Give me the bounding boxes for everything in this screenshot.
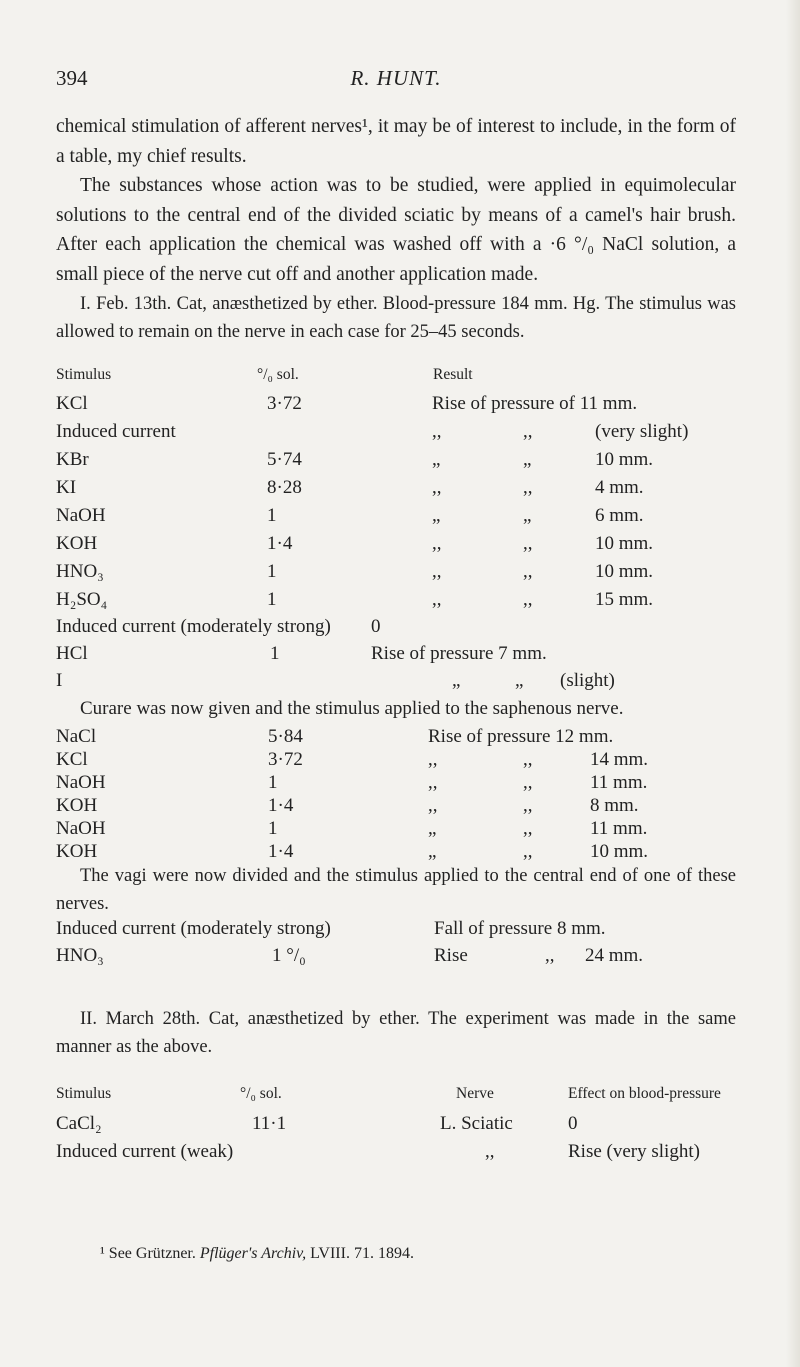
row-sol: 5·84: [268, 726, 303, 747]
row-stimulus: NaCl: [56, 726, 97, 747]
table-row: [0, 421, 800, 449]
row-result: 11 mm.: [590, 818, 648, 839]
intro-paragraph-1: chemical stimulation of afferent nerves¹, it may be of interest to include, in the form of a table, my chief results.: [56, 116, 736, 167]
page-header: [56, 66, 736, 94]
row-stimulus: KCl: [56, 749, 88, 770]
col-nerve-header: Nerve: [456, 1085, 494, 1102]
row-stimulus: Induced current (moderately strong): [56, 616, 331, 637]
row-ditto-2: ,,: [523, 589, 533, 610]
row-stimulus: KCl: [56, 393, 88, 414]
table-row: [0, 505, 800, 533]
row-ditto-1: ,,: [428, 795, 438, 816]
row-stimulus: KOH: [56, 841, 98, 862]
row-ditto-2: „: [523, 505, 532, 526]
row-result: 10 mm.: [595, 449, 654, 470]
row-ditto-2: ,,: [523, 841, 533, 862]
row-stimulus: NaOH: [56, 772, 106, 793]
row-ditto-2: ,,: [523, 561, 533, 582]
row-effect: Rise (very slight): [568, 1141, 700, 1162]
row-ditto-2: „: [523, 449, 532, 470]
col-sol-header: °/₀ sol.: [257, 366, 299, 383]
table-row: [0, 1113, 800, 1141]
row-ditto-1: ,,: [432, 421, 442, 442]
row-result: 14 mm.: [590, 749, 649, 770]
footnote-ref: LVIII. 71. 1894.: [310, 1245, 414, 1262]
row-ditto-1: ,,: [432, 533, 442, 554]
row-result: (very slight): [595, 421, 689, 442]
row-ditto-2: ,,: [523, 477, 533, 498]
row-ditto-1: „: [432, 505, 441, 526]
row-stimulus: CaCl₂: [56, 1113, 102, 1134]
row-stimulus: HNO₃: [56, 945, 104, 966]
row-ditto-1: „: [452, 670, 461, 691]
row-result: 6 mm.: [595, 505, 644, 526]
col-result-header: Result: [433, 366, 473, 383]
row-ditto-1: Rise: [434, 945, 468, 966]
row-stimulus: HNO₃: [56, 561, 104, 582]
row-ditto-1: ,,: [428, 749, 438, 770]
row-stimulus: NaOH: [56, 818, 106, 839]
row-ditto-2: „: [515, 670, 524, 691]
row-sol: 1·4: [268, 795, 294, 816]
table-row: [0, 561, 800, 589]
row-effect: 0: [568, 1113, 578, 1134]
row-stimulus: KOH: [56, 533, 98, 554]
col-stimulus-header: Stimulus: [56, 366, 112, 383]
row-result: 10 mm.: [595, 561, 654, 582]
table-row: [0, 643, 800, 671]
table-row: [0, 589, 800, 617]
table-row: [0, 477, 800, 505]
row-ditto-2: ,,: [523, 749, 533, 770]
row-result: Fall of pressure 8 mm.: [434, 918, 606, 939]
table-row: [0, 533, 800, 561]
row-sol: 1·4: [267, 533, 293, 554]
row-sol: 1: [268, 818, 278, 839]
row-sol: 3·72: [268, 749, 303, 770]
footnote-author: See Grützner.: [108, 1245, 196, 1262]
row-result: 0: [371, 616, 381, 637]
row-result: 10 mm.: [590, 841, 649, 862]
row-sol: 11·1: [252, 1113, 287, 1134]
row-result: 15 mm.: [595, 589, 654, 610]
row-stimulus: NaOH: [56, 505, 106, 526]
row-ditto-1: „: [432, 449, 441, 470]
page-number: 394: [56, 66, 88, 90]
table-row: [0, 945, 800, 973]
row-ditto-1: ,,: [428, 772, 438, 793]
table-row: [0, 1141, 800, 1169]
row-ditto-1: ,,: [432, 561, 442, 582]
curare-note: [80, 698, 740, 726]
row-stimulus: Induced current: [56, 421, 176, 442]
row-sol: 1·4: [268, 841, 294, 862]
table1-header: [0, 366, 800, 394]
row-sol: 1: [270, 643, 280, 664]
row-stimulus: Induced current (weak): [56, 1141, 234, 1162]
row-sol: 1: [268, 772, 278, 793]
row-stimulus: KI: [56, 477, 77, 498]
row-stimulus: KOH: [56, 795, 98, 816]
curare-note-text: Curare was now given and the stimulus applied to the saphenous nerve.: [80, 698, 624, 719]
row-ditto-1: „: [428, 818, 437, 839]
row-result: (slight): [560, 670, 615, 691]
experiment-1-intro: I. Feb. 13th. Cat, anæsthetized by ether. Blood-pressure 184 mm. Hg. The stimulus was allowed to remain on the nerve in each case for 25–45 seconds.: [56, 294, 736, 342]
table-row: [0, 616, 800, 644]
row-ditto-1: ,,: [432, 477, 442, 498]
row-sol: 1: [267, 589, 277, 610]
col-sol-header: °/₀ sol.: [240, 1085, 282, 1102]
table-row: [0, 393, 800, 421]
row-ditto-1: Rise of pressure 12 mm.: [428, 726, 614, 747]
row-sol: 1 °/₀: [272, 945, 306, 966]
row-result: Rise of pressure 7 mm.: [371, 643, 547, 664]
row-sol: 1: [267, 561, 277, 582]
row-sol: 8·28: [267, 477, 302, 498]
row-ditto-2: ,,: [523, 818, 533, 839]
col-stimulus-header: Stimulus: [56, 1085, 112, 1102]
table-row: [0, 449, 800, 477]
row-sol: 3·72: [267, 393, 302, 414]
table-row: [0, 918, 800, 946]
running-head: R. HUNT.: [350, 66, 442, 90]
footnote-mark: ¹: [100, 1245, 105, 1262]
row-stimulus: H₂SO₄: [56, 589, 108, 610]
row-ditto-2: ,,: [523, 533, 533, 554]
row-result: 8 mm.: [590, 795, 639, 816]
row-stimulus: I: [56, 670, 63, 691]
table2-header: [0, 1085, 800, 1113]
row-ditto-2: ,,: [523, 421, 533, 442]
row-ditto-2: ,,: [523, 772, 533, 793]
footnote: [100, 1245, 720, 1263]
row-stimulus: KBr: [56, 449, 89, 470]
row-result: 10 mm.: [595, 533, 654, 554]
row-result: 4 mm.: [595, 477, 644, 498]
row-ditto-1: ,,: [432, 589, 442, 610]
row-stimulus: HCl: [56, 643, 88, 664]
vagi-note: The vagi were now divided and the stimulus applied to the central end of one of these nerves.: [56, 866, 736, 914]
row-stimulus: Induced current (moderately strong): [56, 918, 331, 939]
experiment-2-intro: II. March 28th. Cat, anæsthetized by ether. The experiment was made in the same manner as the above.: [56, 1009, 736, 1057]
row-ditto-2: ,,: [523, 795, 533, 816]
intro-paragraph-2: The substances whose action was to be studied, were applied in equimolecular solutions to the central end of the divided sciatic by means of a camel's hair brush. After each application the chemical was washed off with a ·6 °/₀ NaCl solution, a small piece of the nerve cut off and another application made.: [56, 175, 736, 285]
row-ditto-2: ,,: [545, 945, 555, 966]
row-sol: 1: [267, 505, 277, 526]
row-result: 24 mm.: [585, 945, 644, 966]
footnote-journal: Pflüger's Archiv,: [199, 1245, 307, 1262]
row-nerve: L. Sciatic: [440, 1113, 513, 1134]
row-result: 11 mm.: [590, 772, 648, 793]
row-nerve: ,,: [485, 1141, 495, 1162]
row-ditto-1: Rise of pressure of 11 mm.: [432, 393, 638, 414]
row-sol: 5·74: [267, 449, 302, 470]
table-row: [0, 670, 800, 698]
col-effect-header: Effect on blood-pressure: [568, 1085, 721, 1102]
row-ditto-1: „: [428, 841, 437, 862]
